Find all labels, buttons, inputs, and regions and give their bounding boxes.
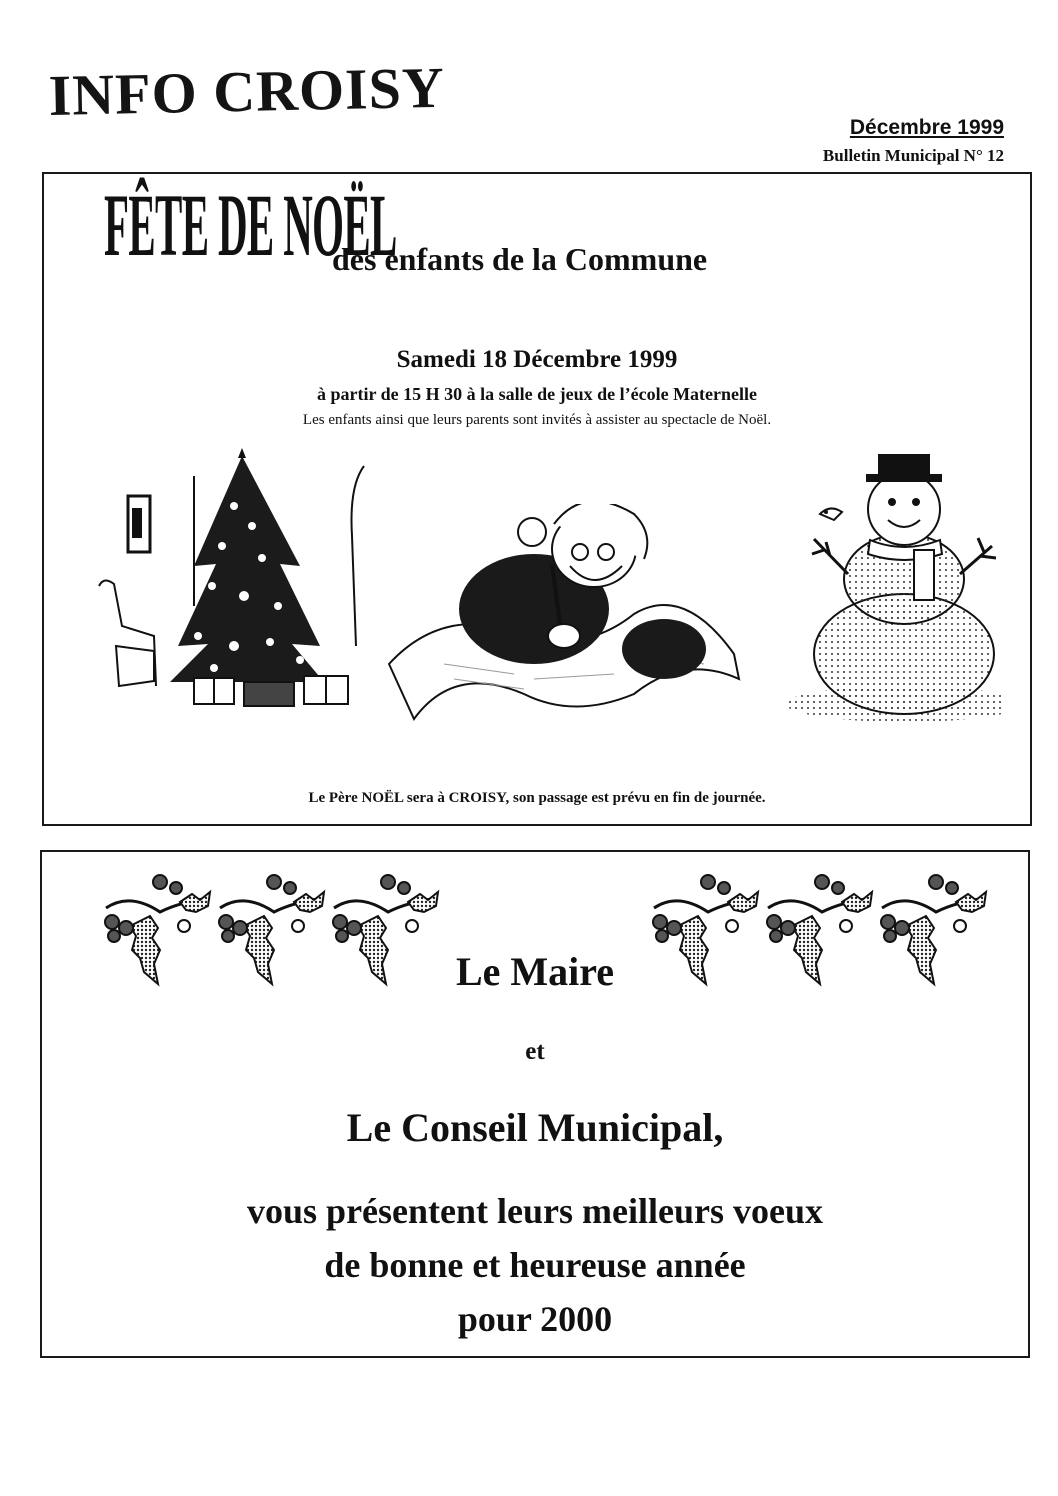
event-invitation: Les enfants ainsi que leurs parents sont invités à assister au spectacle de Noël.	[302, 412, 772, 428]
mayor-line: Le Maire	[455, 949, 615, 994]
christmas-tree-icon	[94, 446, 384, 716]
santa-claus-icon	[384, 504, 749, 724]
christmas-party-subtitle: des enfants de la Commune	[332, 241, 708, 277]
christmas-party-title: FÊTE DE NOËL	[104, 176, 397, 276]
event-date: Samedi 18 Décembre 1999	[396, 346, 678, 373]
snowman-icon	[764, 454, 1004, 722]
greetings-box	[40, 850, 1030, 1358]
christmas-party-box	[42, 172, 1032, 826]
wishes-line-3: pour 2000	[457, 1299, 613, 1339]
issue-date: Décembre 1999	[849, 116, 1004, 139]
santa-visit-note: Le Père NOËL sera à CROISY, son passage est prévu en fin de journée.	[308, 790, 766, 806]
wishes-line-1: vous présentent leurs meilleurs voeux	[247, 1191, 823, 1231]
wishes-line-2: de bonne et heureuse année	[324, 1245, 746, 1285]
and-line: et	[525, 1038, 545, 1065]
council-line: Le Conseil Municipal,	[346, 1105, 724, 1150]
bulletin-title: INFO CROISY	[48, 54, 446, 128]
issue-number: Bulletin Municipal N° 12	[822, 146, 1004, 165]
christmas-party-heading	[104, 176, 708, 278]
event-time-place: à partir de 15 H 30 à la salle de jeux de l’école Maternelle	[316, 384, 758, 404]
